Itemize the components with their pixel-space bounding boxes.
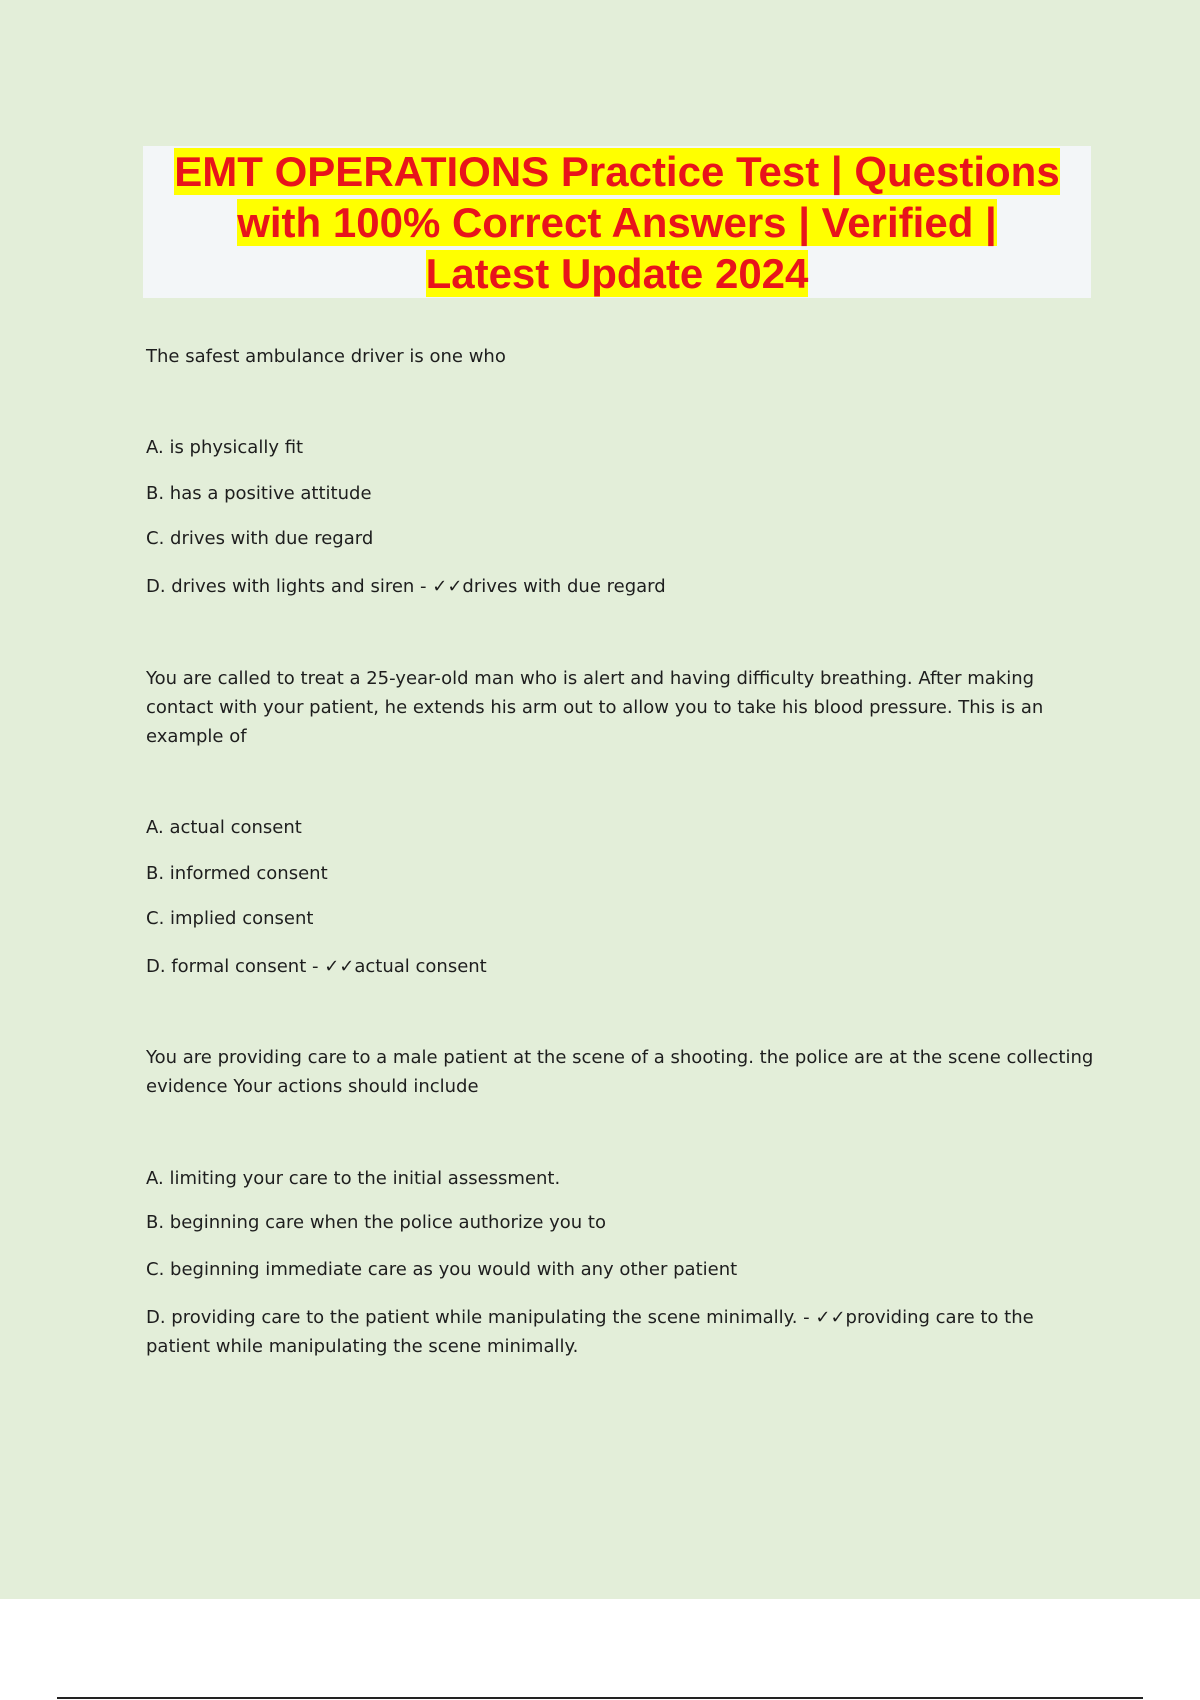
question-1-option-a: A. is physically fit bbox=[146, 437, 304, 458]
title-line-3: Latest Update 2024 bbox=[425, 250, 809, 297]
question-2-option-b: B. informed consent bbox=[146, 863, 328, 884]
question-3-option-d-answer: D. providing care to the patient while manipulating the scene minimally. - ✓✓providing care to the patient while manipulating the scene minimally. bbox=[146, 1307, 1034, 1357]
question-2-option-a: A. actual consent bbox=[146, 817, 302, 838]
question-3-option-c: C. beginning immediate care as you would with any other patient bbox=[146, 1259, 738, 1280]
title-line-2: with 100% Correct Answers | Verified | bbox=[237, 199, 997, 246]
footer-divider bbox=[57, 1697, 1143, 1699]
title-line-1: EMT OPERATIONS Practice Test | Questions bbox=[174, 148, 1060, 195]
question-3-option-b: B. beginning care when the police authorize you to bbox=[146, 1212, 606, 1233]
question-1-option-c: C. drives with due regard bbox=[146, 528, 374, 549]
question-1-option-b: B. has a positive attitude bbox=[146, 483, 372, 504]
question-1-text: The safest ambulance driver is one who bbox=[146, 346, 506, 367]
document-title bbox=[143, 146, 1091, 298]
question-3-option-a: A. limiting your care to the initial assessment. bbox=[146, 1168, 561, 1189]
question-2-text: You are called to treat a 25-year-old man who is alert and having difficulty breathing. After making contact with your patient, he extends his arm out to allow you to take his blood pressure. This is an example of bbox=[146, 668, 1044, 747]
question-3-text: You are providing care to a male patient at the scene of a shooting. the police are at the scene collecting evidence Your actions should include bbox=[146, 1047, 1094, 1097]
question-2-option-d-answer: D. formal consent - ✓✓actual consent bbox=[146, 956, 487, 977]
question-1-option-d-answer: D. drives with lights and siren - ✓✓drives with due regard bbox=[146, 576, 666, 597]
question-2-option-c: C. implied consent bbox=[146, 908, 314, 929]
